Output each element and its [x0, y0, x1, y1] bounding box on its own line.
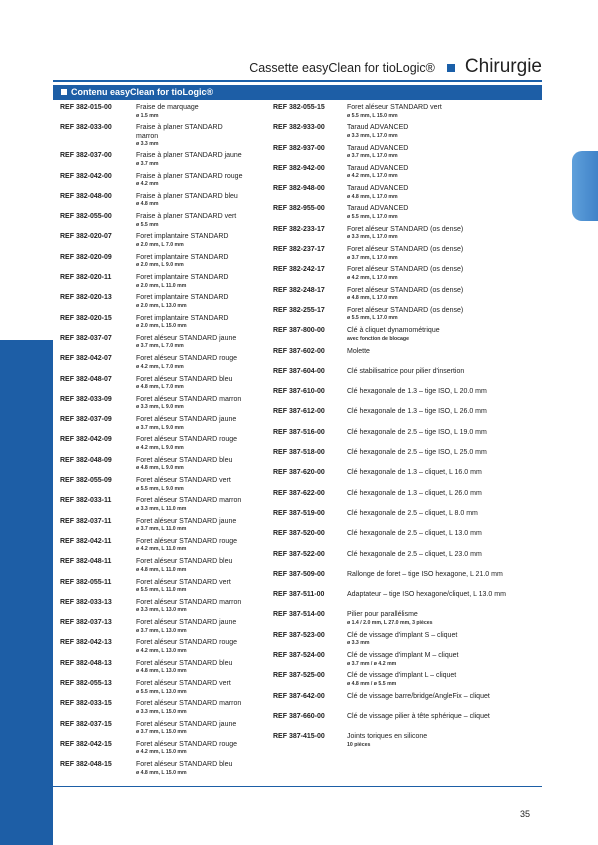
- item-title: Clé hexagonale de 2.5 – tige ISO, L 25.0 mm: [347, 449, 487, 457]
- item-description: [136, 193, 238, 208]
- item-title: Foret aléseur STANDARD vert: [136, 578, 231, 586]
- item-title: Clé hexagonale de 2.5 – cliquet, L 23.0 mm: [347, 550, 482, 558]
- item-title: Fraise à planer STANDARD jaune: [136, 152, 242, 160]
- item-detail: ø 3.7 mm: [136, 160, 159, 167]
- item-description: [136, 619, 236, 634]
- item-detail: ø 5.5 mm, L 11.0 mm: [136, 587, 187, 594]
- item-description: [136, 335, 236, 350]
- item-ref: REF 382-020-09: [60, 253, 112, 261]
- item-ref: REF 382-042-13: [60, 639, 112, 647]
- item-title: Clé de vissage barre/bridge/AngleFix – cliquet: [347, 692, 490, 700]
- item-title: Foret aléseur STANDARD (os dense): [347, 306, 464, 314]
- item-ref: REF 382-037-09: [60, 416, 112, 424]
- section-title: Contenu easyClean for tioLogic®: [71, 87, 214, 97]
- item-title: Foret aléseur STANDARD jaune: [136, 334, 237, 342]
- item-title: Fraise de marquage: [136, 104, 199, 111]
- item-detail: ø 5.5 mm, L 17.0 mm: [347, 315, 398, 322]
- item-detail: ø 2.0 mm, L 7.0 mm: [136, 241, 184, 248]
- item-description: [136, 457, 232, 472]
- item-description: [136, 294, 228, 309]
- item-ref: REF 382-055-15: [273, 104, 325, 111]
- item-title: Foret aléseur STANDARD marron: [136, 598, 242, 606]
- item-title: Foret aléseur STANDARD rouge: [136, 639, 238, 647]
- item-description: [347, 449, 487, 458]
- item-ref: REF 382-037-07: [60, 334, 112, 342]
- item-description: [136, 396, 241, 411]
- item-description: [136, 355, 237, 370]
- item-ref: REF 387-523-00: [273, 631, 325, 639]
- item-title: Fraise à planer STANDARD bleu: [136, 192, 238, 200]
- item-description: [136, 254, 228, 269]
- item-detail: ø 4.2 mm, L 11.0 mm: [136, 546, 187, 553]
- item-ref: REF 387-522-00: [273, 550, 325, 558]
- item-ref: REF 382-955-00: [273, 205, 325, 213]
- item-ref: REF 382-055-11: [60, 578, 112, 586]
- item-description: [347, 551, 482, 560]
- item-title: Fraise à planer STANDARD: [136, 124, 223, 132]
- item-detail: ø 4.2 mm, L 15.0 mm: [136, 749, 187, 756]
- item-title: Clé hexagonale de 1.3 – cliquet, L 16.0 mm: [347, 469, 482, 477]
- item-detail: ø 5.5 mm: [136, 221, 159, 228]
- footer-rule: [53, 786, 542, 787]
- item-description: [136, 376, 232, 391]
- item-title: Taraud ADVANCED: [347, 205, 409, 213]
- item-description: [136, 599, 241, 614]
- item-detail: avec fonction de blocage: [347, 335, 409, 342]
- item-title: Clé de vissage d'implant S – cliquet: [347, 631, 458, 639]
- item-title: Fraise à planer STANDARD vert: [136, 213, 237, 221]
- item-title: Clé stabilisatrice pour pilier d'insertion: [347, 367, 465, 375]
- item-title: Rallonge de foret – tige ISO hexagone, L 21.0 mm: [347, 570, 503, 578]
- item-ref: REF 382-020-11: [60, 274, 112, 282]
- item-description: [136, 233, 228, 248]
- item-detail: ø 3.3 mm, L 15.0 mm: [136, 708, 187, 715]
- item-description: [347, 652, 458, 667]
- item-ref: REF 382-255-17: [273, 306, 325, 314]
- item-detail: ø 4.8 mm: [136, 201, 159, 208]
- item-ref: REF 382-042-07: [60, 355, 112, 363]
- item-description: [347, 713, 490, 722]
- item-title: Foret aléseur STANDARD vert: [347, 104, 442, 111]
- item-detail: ø 4.2 mm, L 7.0 mm: [136, 363, 184, 370]
- item-ref: REF 382-048-13: [60, 659, 112, 667]
- item-description: [347, 124, 408, 139]
- item-detail: ø 4.8 mm, L 7.0 mm: [136, 384, 184, 391]
- item-title: Pilier pour parallélisme: [347, 611, 418, 619]
- item-ref: REF 382-937-00: [273, 144, 325, 152]
- item-description: [347, 226, 463, 241]
- item-title: Clé de vissage pilier à tête sphérique – cliquet: [347, 712, 490, 720]
- item-title: Clé hexagonale de 2.5 – tige ISO, L 19.0 mm: [347, 428, 487, 436]
- item-detail: ø 5.5 mm, L 17.0 mm: [347, 213, 398, 220]
- item-description: [136, 124, 223, 148]
- item-detail: ø 2.0 mm, L 13.0 mm: [136, 302, 187, 309]
- item-detail: ø 3.3 mm, L 11.0 mm: [136, 505, 187, 512]
- header-subtitle: Cassette easyClean for tioLogic®: [249, 61, 435, 75]
- item-ref: REF 387-525-00: [273, 672, 325, 680]
- item-title: Foret aléseur STANDARD marron: [136, 700, 242, 708]
- item-title: Foret aléseur STANDARD vert: [136, 680, 231, 688]
- item-title: Molette: [347, 347, 370, 355]
- item-ref: REF 382-037-00: [60, 152, 112, 160]
- item-detail: ø 3.3 mm: [136, 141, 159, 148]
- item-detail: ø 4.8 mm, L 17.0 mm: [347, 193, 398, 200]
- header-title: Chirurgie: [464, 56, 542, 77]
- item-detail: ø 4.8 mm, L 9.0 mm: [136, 465, 184, 472]
- item-ref: REF 382-033-11: [60, 497, 112, 505]
- item-description: [347, 490, 482, 499]
- item-ref: REF 382-048-00: [60, 192, 112, 200]
- item-detail: ø 3.7 mm, L 7.0 mm: [136, 343, 184, 350]
- item-ref: REF 387-520-00: [273, 530, 325, 538]
- item-title: Adaptateur – tige ISO hexagone/cliquet, L 13.0 mm: [347, 591, 506, 599]
- item-ref: REF 382-020-15: [60, 314, 112, 322]
- item-description: [347, 672, 456, 687]
- item-title: Foret implantaire STANDARD: [136, 294, 229, 302]
- item-ref: REF 387-514-00: [273, 611, 325, 619]
- item-description: [347, 510, 478, 519]
- item-detail: ø 2.0 mm, L 11.0 mm: [136, 282, 187, 289]
- item-detail: ø 3.7 mm, L 9.0 mm: [136, 424, 184, 431]
- item-description: [136, 518, 236, 533]
- item-description: [136, 416, 236, 431]
- item-ref: REF 382-055-00: [60, 213, 112, 221]
- item-ref: REF 382-055-13: [60, 680, 112, 688]
- item-detail: ø 3.3 mm, L 9.0 mm: [136, 404, 184, 411]
- item-description: [347, 104, 442, 119]
- item-description: [347, 469, 482, 478]
- item-title: Clé hexagonale de 1.3 – tige ISO, L 26.0 mm: [347, 408, 487, 416]
- item-ref: REF 382-048-15: [60, 761, 112, 769]
- item-ref: REF 387-620-00: [273, 469, 325, 477]
- item-description: [347, 205, 408, 220]
- header-rule: [53, 80, 542, 82]
- section-bar: [53, 85, 542, 100]
- page-header: [249, 56, 542, 78]
- item-title: Clé hexagonale de 1.3 – cliquet, L 26.0 mm: [347, 489, 482, 497]
- item-description: [347, 368, 464, 377]
- item-title: Foret implantaire STANDARD: [136, 274, 229, 282]
- item-ref: REF 382-015-00: [60, 104, 112, 111]
- item-title: Taraud ADVANCED: [347, 164, 409, 172]
- item-detail: ø 3.3 mm, L 17.0 mm: [347, 132, 398, 139]
- item-description: [347, 693, 490, 702]
- item-detail: ø 3.7 mm, L 17.0 mm: [347, 254, 398, 261]
- item-title: Foret implantaire STANDARD: [136, 253, 229, 261]
- item-description: [136, 213, 236, 228]
- item-ref: REF 382-048-07: [60, 375, 112, 383]
- item-title: Foret aléseur STANDARD rouge: [136, 740, 238, 748]
- item-description: [136, 721, 236, 736]
- item-detail: ø 2.0 mm, L 9.0 mm: [136, 262, 184, 269]
- item-ref: REF 382-948-00: [273, 185, 325, 193]
- item-title: Foret aléseur STANDARD jaune: [136, 416, 237, 424]
- item-ref: REF 382-020-07: [60, 233, 112, 241]
- item-ref: REF 387-610-00: [273, 388, 325, 396]
- item-ref: REF 382-033-13: [60, 598, 112, 606]
- item-detail: ø 3.3 mm, L 13.0 mm: [136, 607, 187, 614]
- item-ref: REF 382-042-00: [60, 172, 112, 180]
- item-detail: ø 4.8 mm / ø 5.5 mm: [347, 680, 397, 687]
- item-description: [347, 307, 463, 322]
- item-title: Foret aléseur STANDARD (os dense): [347, 246, 464, 254]
- item-description: [347, 429, 487, 438]
- item-detail: ø 3.3 mm: [347, 640, 370, 647]
- item-ref: REF 382-037-11: [60, 517, 112, 525]
- item-title: Foret aléseur STANDARD jaune: [136, 619, 237, 627]
- item-ref: REF 387-415-00: [273, 733, 325, 741]
- left-sidebar-band: [0, 340, 53, 845]
- item-title: Foret aléseur STANDARD (os dense): [347, 286, 464, 294]
- item-ref: REF 387-642-00: [273, 692, 325, 700]
- item-detail: ø 4.2 mm, L 13.0 mm: [136, 647, 187, 654]
- item-ref: REF 387-602-00: [273, 347, 325, 355]
- item-title: Fraise à planer STANDARD rouge: [136, 172, 243, 180]
- item-detail: ø 5.5 mm, L 13.0 mm: [136, 688, 187, 695]
- item-detail: ø 4.2 mm: [136, 181, 159, 188]
- item-ref: REF 387-511-00: [273, 591, 325, 599]
- item-description: [136, 558, 232, 573]
- item-detail: ø 5.5 mm, L 9.0 mm: [136, 485, 184, 492]
- item-title: Foret aléseur STANDARD rouge: [136, 436, 238, 444]
- item-description: [136, 152, 242, 167]
- item-description: [136, 700, 241, 715]
- item-ref: REF 382-020-13: [60, 294, 112, 302]
- item-description: [347, 591, 506, 600]
- item-ref: REF 387-519-00: [273, 509, 325, 517]
- item-ref: REF 382-037-15: [60, 720, 112, 728]
- item-description: [136, 173, 242, 188]
- item-title: Foret aléseur STANDARD rouge: [136, 537, 238, 545]
- item-title: Foret aléseur STANDARD bleu: [136, 659, 233, 667]
- item-title: Clé de vissage d'implant L – cliquet: [347, 672, 457, 680]
- item-description: [347, 571, 503, 580]
- item-title: Foret aléseur STANDARD bleu: [136, 375, 233, 383]
- item-title: Foret aléseur STANDARD bleu: [136, 456, 233, 464]
- item-description: [347, 145, 408, 160]
- item-ref: REF 387-524-00: [273, 652, 325, 660]
- item-title: Taraud ADVANCED: [347, 144, 409, 152]
- item-description: [347, 530, 482, 539]
- item-title: Foret aléseur STANDARD jaune: [136, 517, 237, 525]
- item-detail: ø 4.8 mm, L 17.0 mm: [347, 295, 398, 302]
- item-detail: ø 4.8 mm, L 15.0 mm: [136, 769, 187, 776]
- item-title: Clé hexagonale de 1.3 – tige ISO, L 20.0 mm: [347, 388, 487, 396]
- item-detail: ø 2.0 mm, L 15.0 mm: [136, 323, 187, 330]
- item-title: Foret aléseur STANDARD (os dense): [347, 266, 464, 274]
- item-detail: ø 1.5 mm: [136, 112, 159, 119]
- item-title: Foret aléseur STANDARD marron: [136, 395, 242, 403]
- item-ref: REF 387-516-00: [273, 428, 325, 436]
- item-ref: REF 382-048-11: [60, 558, 112, 566]
- item-description: [136, 315, 228, 330]
- item-description: [347, 246, 463, 261]
- item-title: Clé de vissage d'implant M – cliquet: [347, 652, 459, 660]
- item-title: Foret aléseur STANDARD rouge: [136, 355, 238, 363]
- item-detail: ø 4.2 mm, L 17.0 mm: [347, 274, 398, 281]
- item-description: [347, 266, 463, 281]
- item-description: [347, 348, 370, 357]
- item-description: [136, 660, 232, 675]
- item-ref: REF 387-800-00: [273, 327, 325, 335]
- item-ref: REF 387-622-00: [273, 489, 325, 497]
- item-title: Foret aléseur STANDARD jaune: [136, 720, 237, 728]
- item-description: [136, 741, 237, 756]
- item-ref: REF 382-033-15: [60, 700, 112, 708]
- item-description: [347, 632, 457, 647]
- item-description: [347, 185, 408, 200]
- item-title: Foret implantaire STANDARD: [136, 233, 229, 241]
- item-ref: REF 382-033-00: [60, 124, 112, 132]
- item-description: [347, 408, 487, 417]
- item-description: [347, 733, 427, 748]
- item-detail: ø 4.2 mm, L 17.0 mm: [347, 173, 398, 180]
- page-number: 35: [520, 809, 531, 819]
- item-ref: REF 387-509-00: [273, 570, 325, 578]
- item-title: Foret aléseur STANDARD bleu: [136, 558, 233, 566]
- item-detail: ø 3.7 mm, L 13.0 mm: [136, 627, 187, 634]
- item-detail: ø 3.7 mm, L 17.0 mm: [347, 153, 398, 160]
- item-ref: REF 382-233-17: [273, 225, 325, 233]
- item-detail: ø 1.4 / 2.0 mm, L 27.0 mm, 3 pièces: [347, 619, 433, 626]
- item-detail: ø 4.2 mm, L 9.0 mm: [136, 444, 184, 451]
- item-ref: REF 382-033-09: [60, 395, 112, 403]
- item-detail: ø 3.3 mm, L 17.0 mm: [347, 234, 398, 241]
- item-title: Clé à cliquet dynamométrique: [347, 327, 440, 335]
- item-description: [136, 680, 231, 695]
- item-ref: REF 382-042-15: [60, 740, 112, 748]
- item-title: Foret aléseur STANDARD bleu: [136, 761, 233, 769]
- item-title: Taraud ADVANCED: [347, 124, 409, 132]
- item-ref: REF 382-237-17: [273, 246, 325, 254]
- item-detail: 10 pièces: [347, 741, 371, 748]
- item-description: [347, 611, 433, 626]
- item-ref: REF 387-604-00: [273, 367, 325, 375]
- item-ref: REF 387-660-00: [273, 712, 325, 720]
- item-ref: REF 382-048-09: [60, 456, 112, 464]
- item-detail: ø 4.8 mm, L 11.0 mm: [136, 566, 187, 573]
- item-ref: REF 382-933-00: [273, 124, 325, 132]
- item-detail: ø 3.7 mm, L 15.0 mm: [136, 729, 187, 736]
- item-title: Foret implantaire STANDARD: [136, 314, 229, 322]
- item-description: [136, 761, 232, 776]
- item-description: [347, 327, 440, 342]
- item-description: [347, 287, 463, 302]
- item-ref: REF 382-242-17: [273, 266, 325, 274]
- item-description: [136, 274, 228, 289]
- item-title: Taraud ADVANCED: [347, 185, 409, 193]
- item-description: [347, 165, 408, 180]
- item-ref: REF 382-942-00: [273, 164, 325, 172]
- item-description: [136, 436, 237, 451]
- side-tab: [572, 151, 598, 221]
- item-ref: REF 382-042-11: [60, 537, 112, 545]
- item-ref: REF 387-612-00: [273, 408, 325, 416]
- item-description: [136, 538, 237, 553]
- item-ref: REF 387-518-00: [273, 449, 325, 457]
- item-detail: ø 5.5 mm, L 15.0 mm: [347, 112, 398, 119]
- item-detail: ø 3.7 mm / ø 4.2 mm: [347, 660, 397, 667]
- item-description: [347, 388, 487, 397]
- item-title: Clé hexagonale de 2.5 – cliquet, L 13.0 mm: [347, 530, 482, 538]
- item-description: [136, 639, 237, 654]
- item-detail: marron: [136, 132, 159, 140]
- item-ref: REF 382-042-09: [60, 436, 112, 444]
- item-ref: REF 382-055-09: [60, 477, 112, 485]
- item-detail: ø 3.7 mm, L 11.0 mm: [136, 526, 187, 533]
- item-description: [136, 579, 231, 594]
- section-square-icon: [61, 89, 67, 95]
- item-title: Joints toriques en silicone: [347, 733, 428, 741]
- item-ref: REF 382-037-13: [60, 619, 112, 627]
- item-title: Foret aléseur STANDARD marron: [136, 497, 242, 505]
- header-square-icon: [447, 64, 455, 72]
- item-detail: ø 4.8 mm, L 13.0 mm: [136, 668, 187, 675]
- item-title: Foret aléseur STANDARD (os dense): [347, 225, 464, 233]
- item-description: [136, 497, 241, 512]
- item-title: Clé hexagonale de 2.5 – cliquet, L 8.0 mm: [347, 509, 478, 517]
- item-description: [136, 104, 199, 119]
- item-title: Foret aléseur STANDARD vert: [136, 477, 231, 485]
- item-description: [136, 477, 231, 492]
- item-ref: REF 382-248-17: [273, 286, 325, 294]
